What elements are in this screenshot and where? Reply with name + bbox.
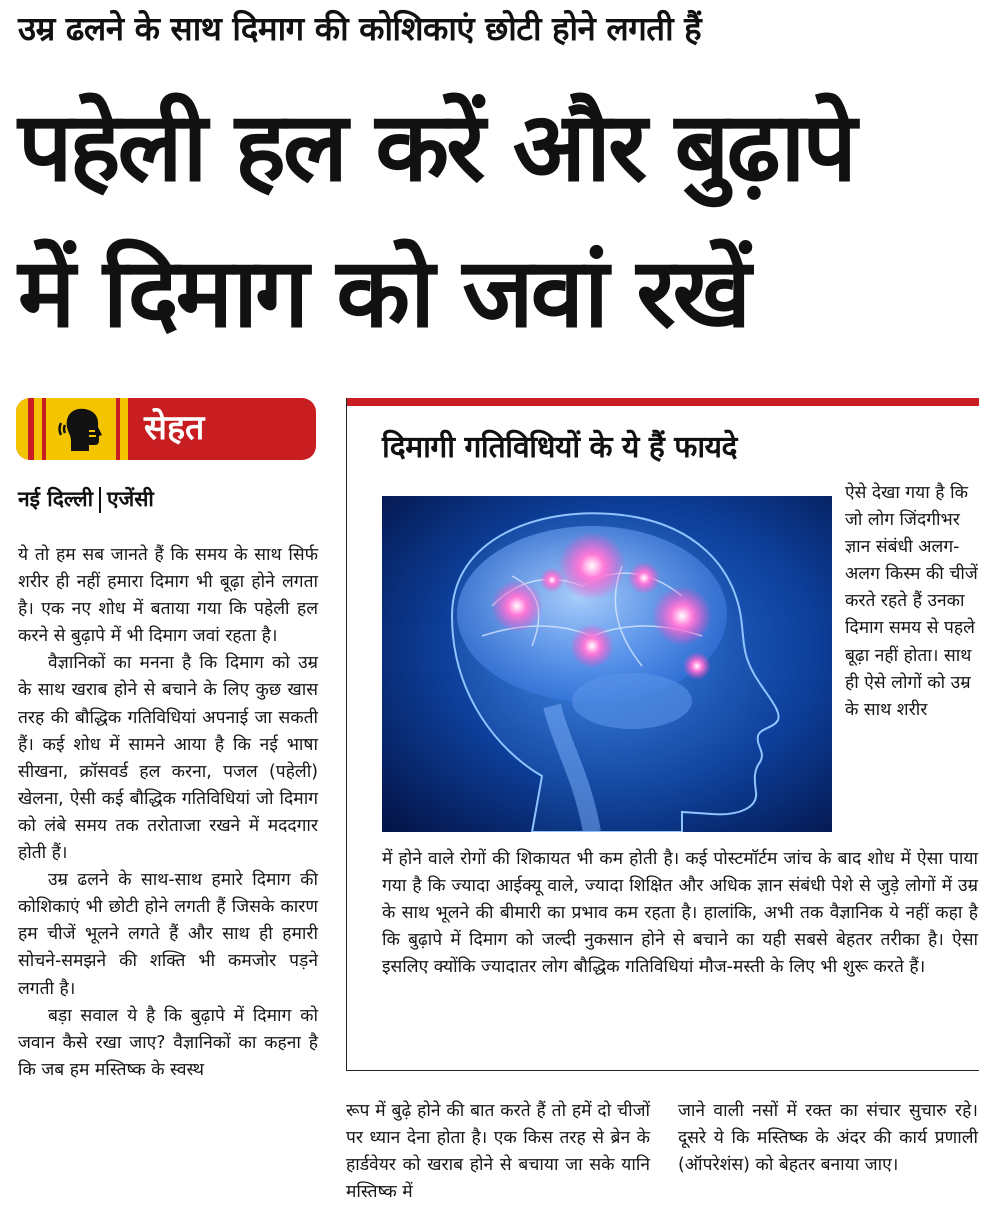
feature-title: दिमागी गतिविधियों के ये हैं फायदे bbox=[382, 430, 737, 465]
dateline-place: नई दिल्ली bbox=[18, 487, 94, 511]
paragraph: उम्र ढलने के साथ-साथ हमारे दिमाग की कोशिकाएं भी छोटी होने लगती हैं जिसके कारण हम चीजें भूलने लगते हैं और साथ ही हमारी सोचने-समझने की शक्ति भी कमजोर पड़ने लगती है। bbox=[18, 870, 318, 999]
dateline-source: एजेंसी bbox=[107, 487, 154, 511]
feature-top-rule bbox=[347, 398, 979, 406]
dateline-divider bbox=[99, 487, 101, 513]
feature-bottom-text: में होने वाले रोगों की शिकायत भी कम होती है। कई पोस्टमॉर्टम जांच के बाद शोध में ऐसा पाया गया है कि ज्यादा आईक्यू वाले, ज्यादा शिक्षित और अधिक ज्ञान संबंधी पेशे से जुड़े लोगों में उम्र के साथ भूलने की बीमारी का प्रभाव कम रहता है। हालांकि, अभी तक वैज्ञानिक ये नहीं कहा है कि बुढ़ापे में दिमाग को जल्दी नुकसान होने से बचाने का यही सबसे बेहतर तरीका है। ऐसा इसलिए क्योंकि ज्यादातर लोग बौद्धिक गतिविधियां मौज-मस्ती के लिए भी शुरू करते हैं। bbox=[382, 849, 978, 978]
head-speaking-icon bbox=[46, 398, 116, 460]
badge-stripe bbox=[120, 398, 128, 460]
column-2-text: रूप में बुढ़े होने की बात करते हैं तो हमें दो चीजों पर ध्यान देना होता है। एक किस तरह से ब्रेन के हार्डवेयर को खराब होने से बचाया जा सके यानि मस्तिष्क में bbox=[346, 1101, 650, 1203]
paragraph: बड़ा सवाल ये है कि बुढ़ापे में दिमाग को जवान कैसे रखा जाए? वैज्ञानिकों का कहना है कि जब हम मस्तिष्क के स्वस्थ bbox=[18, 1005, 318, 1080]
kicker-headline: उम्र ढलने के साथ दिमाग की कोशिकाएं छोटी होने लगती हैं bbox=[18, 9, 702, 48]
badge-stripe bbox=[34, 398, 42, 460]
dateline bbox=[18, 484, 318, 514]
headline-line-2: में दिमाग को जवां रखें bbox=[18, 237, 749, 349]
badge-stripe bbox=[16, 398, 28, 460]
section-label: सेहत bbox=[144, 408, 205, 448]
left-column bbox=[18, 542, 318, 1084]
brain-illustration bbox=[382, 496, 832, 832]
column-3-text: जाने वाली नसों में रक्त का संचार सुचारु रहे। दूसरे ये कि मस्तिष्क के अंदर की कार्य प्रणाली (ऑपरेशंस) को बेहतर बनाया जाए। bbox=[678, 1101, 978, 1176]
paragraph: वैज्ञानिकों का मनना है कि दिमाग को उम्र के साथ खराब होने से बचाने के लिए कुछ खास तरह की बौद्धिक गतिविधियां अपनाई जा सकती हैं। कई शोध में सामने आया है कि नई भाषा सीखना, क्रॉसवर्ड हल करना, पजल (पहेली) खेलना, ऐसी कई बौद्धिक गतिविधियां जो दिमाग को लंबे समय तक तरोताजा रखने में मददगार होती हैं। bbox=[18, 653, 318, 864]
feature-side-text: ऐसे देखा गया है कि जो लोग जिंदगीभर ज्ञान संबंधी अलग-अलग किस्म की चीजें करते रहते हैं उनका दिमाग समय से पहले बूढ़ा नहीं होता। साथ ही ऐसे लोगों को उम्र के साथ शरीर bbox=[845, 483, 978, 720]
paragraph: ये तो हम सब जानते हैं कि समय के साथ सिर्फ शरीर ही नहीं हमारा दिमाग भी बूढ़ा होने लगता है। एक नए शोध में बताया गया कि पहेली हल करने से बुढ़ापे में भी दिमाग जवां रहता है। bbox=[18, 545, 318, 647]
headline-line-1: पहेली हल करें और बुढ़ापे bbox=[18, 91, 854, 203]
section-badge bbox=[16, 398, 316, 460]
